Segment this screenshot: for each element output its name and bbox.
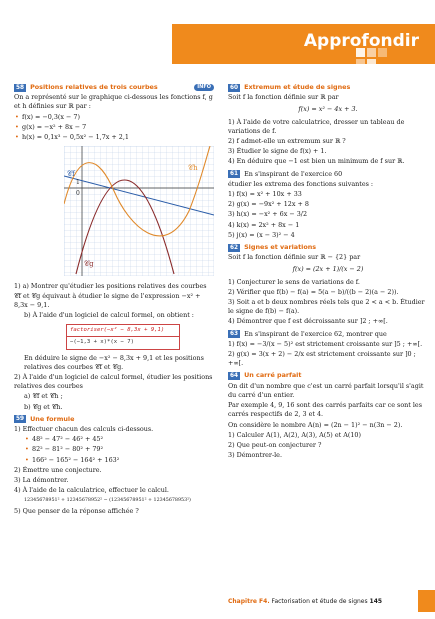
ex58-q1b: b) À l'aide d'un logiciel de calcul formel, on obtient : — [24, 311, 194, 320]
ex58-q1a: 1) a) Montrer qu'étudier les positions relatives des courbes 𝒞f et 𝒞g équivaut à étudier le signe de l'expression −x² + 8,3x − 9,1. — [14, 282, 207, 309]
function-graph — [64, 146, 214, 276]
ex64-q: 1) Calculer A(1), A(2), A(3), A(5) et A(10) — [228, 430, 361, 439]
ex61-intro: En s'inspirant de l'exercice 60 — [244, 169, 343, 178]
ex62-q: 2) Vérifier que f(b) − f(a) = 5(a − b)/((b − 2)(a − 2)). — [228, 287, 399, 296]
cas-box — [66, 324, 180, 349]
footer-title: Factorisation et étude de signes — [271, 598, 368, 605]
ex61-q: 5) j(x) = (x − 3)² − 4 — [228, 230, 295, 239]
ex63-q: 2) g(x) = 3(x + 2) − 2/x est strictement croissante sur ]0 ; +∞[. — [228, 350, 416, 368]
ex60-q: 2) f admet-elle un extremum sur ℝ ? — [228, 137, 346, 146]
exercise-58-header — [14, 83, 214, 92]
ex64-q: 2) Que peut-on conjecturer ? — [228, 440, 322, 449]
ex62-q: 4) Démontrer que f est décroissante sur ]2 ; +∞[. — [228, 317, 388, 326]
cas-output: −(−1,3 + x)*(x − 7) — [70, 339, 134, 346]
ex58-item: • g(x) = −x² + 8x − 7 — [14, 123, 214, 132]
ex58-q2a: a) 𝒞f et 𝒞h ; — [24, 392, 63, 401]
banner — [172, 24, 435, 64]
ex59-q4-calc: 12345678951² + 12345678952² − (12345678951² + 12345678953²) — [24, 498, 191, 504]
ex64-p3: On considère le nombre A(n) = (2n − 1)² − n(3n − 2). — [228, 420, 403, 429]
footer-accent-bar — [418, 590, 435, 612]
ex61-q: 3) h(x) = −x² + 6x − 3/2 — [228, 210, 308, 219]
cas-input: factoriser(−x² − 8,3x + 9,1) — [67, 325, 179, 337]
ex60-formula: f(x) = x² − 4x + 3. — [298, 105, 358, 114]
ex62-q: 3) Soit a et b deux nombres réels tels que 2 < a < b. Étudier le signe de f(b) − f(a). — [228, 298, 425, 316]
ex58-item: • f(x) = −0,3(x − 7) — [14, 113, 214, 122]
ex60-q: 1) À l'aide de votre calculatrice, dresser un tableau de variations de f. — [228, 117, 405, 135]
exercise-63-header — [228, 330, 428, 339]
ex58-item: • h(x) = 0,1x³ − 0,5x² − 1,7x + 2,1 — [14, 133, 214, 142]
exercise-number: 63 — [230, 331, 239, 338]
footer-chapter: Chapitre F4. — [228, 598, 270, 605]
right-column — [228, 80, 428, 461]
ex61-q: 2) g(x) = −9x² + 12x + 8 — [228, 200, 309, 209]
ex62-q: 1) Conjecturer le sens de variations de f. — [228, 277, 360, 286]
ex61-q: 1) f(x) = x² + 10x + 33 — [228, 190, 302, 199]
ex61-q: 4) k(x) = 2x² + 8x − 1 — [228, 220, 300, 229]
ex59-q5: 5) Que penser de la réponse affichée ? — [14, 506, 139, 515]
ex59-q1: 1) Effectuer chacun des calculs ci-dessous. — [14, 425, 154, 434]
exercise-59-header — [14, 415, 214, 424]
ex58-q1b-followup: En déduire le signe de −x² − 8,3x + 9,1 et les positions relatives des courbes 𝒞f et 𝒞g. — [24, 353, 204, 371]
exercise-number: 61 — [230, 171, 239, 178]
left-column — [14, 80, 214, 517]
page-footer — [228, 598, 382, 605]
exercise-number: 62 — [230, 244, 239, 251]
ex59-item: • 48² − 47² − 46² + 45² — [24, 435, 214, 444]
ex60-q: 3) Étudier le signe de f(x) + 1. — [228, 147, 327, 156]
ex58-q2: 2) À l'aide d'un logiciel de calcul formel, étudier les positions relatives des courbes — [14, 373, 213, 391]
exercise-title: Une formule — [30, 414, 75, 423]
ex64-p1: On dit d'un nombre que c'est un carré parfait lorsqu'il s'agit du carré d'un entier. — [228, 381, 424, 399]
exercise-61-header — [228, 170, 428, 179]
info-badge: INFO — [194, 84, 214, 91]
curve-label-g: 𝒞g — [84, 260, 94, 269]
ex61-intro2: étudier les extrema des fonctions suivantes : — [228, 179, 374, 188]
exercise-60-header — [228, 83, 428, 92]
exercise-64-header — [228, 371, 428, 380]
exercise-title: Signes et variations — [244, 243, 317, 252]
exercise-title: Un carré parfait — [244, 371, 302, 380]
ex62-formula: f(x) = (2x + 1)/(x − 2) — [292, 265, 364, 274]
exercise-62-header — [228, 243, 428, 252]
ex59-q2: 2) Émettre une conjecture. — [14, 465, 102, 474]
exercise-number: 58 — [16, 84, 25, 91]
ex64-p2: Par exemple 4, 9, 16 sont des carrés parfaits car ce sont les carrés respectifs de 2, 3 et 4. — [228, 401, 422, 419]
page-number: 145 — [369, 598, 383, 605]
ex63-q: 1) f(x) = −3/(x − 5)² est strictement croissante sur ]5 ; +∞[. — [228, 339, 423, 348]
ex60-intro: Soit f la fonction définie sur ℝ par — [228, 93, 339, 102]
ex59-item: • 166² − 165² − 164² + 163² — [24, 456, 214, 465]
axis-label-zero: 0 — [76, 190, 80, 198]
ex58-intro: On a représenté sur le graphique ci-dessous les fonctions f, g et h définies sur ℝ par : — [14, 93, 213, 111]
ex64-q: 3) Démontrer-le. — [228, 451, 282, 460]
ex63-intro: En s'inspirant de l'exercice 62, montrer que — [244, 329, 387, 338]
exercise-number: 59 — [16, 416, 25, 423]
exercise-number: 60 — [230, 84, 239, 91]
ex59-item: • 82² − 81² − 80² + 79² — [24, 445, 214, 454]
ex62-intro: Soit f la fonction définie sur ℝ − {2} par — [228, 253, 361, 262]
exercise-number: 64 — [230, 373, 239, 380]
exercise-title: Extremum et étude de signes — [244, 83, 351, 91]
ex59-q3: 3) La démontrer. — [14, 476, 69, 485]
ex60-q: 4) En déduire que −1 est bien un minimum de f sur ℝ. — [228, 157, 405, 166]
exercise-title: Positions relatives de trois courbes — [30, 83, 158, 91]
axis-label-one: 1 — [76, 179, 80, 187]
ex59-q4: 4) À l'aide de la calculatrice, effectuer le calcul. — [14, 486, 169, 495]
curve-label-h: 𝒞h — [188, 164, 198, 173]
section-title: Approfondir — [303, 31, 419, 51]
curve-label-f: 𝒞f — [67, 170, 75, 179]
ex58-q2b: b) 𝒞g et 𝒞h. — [24, 402, 63, 411]
